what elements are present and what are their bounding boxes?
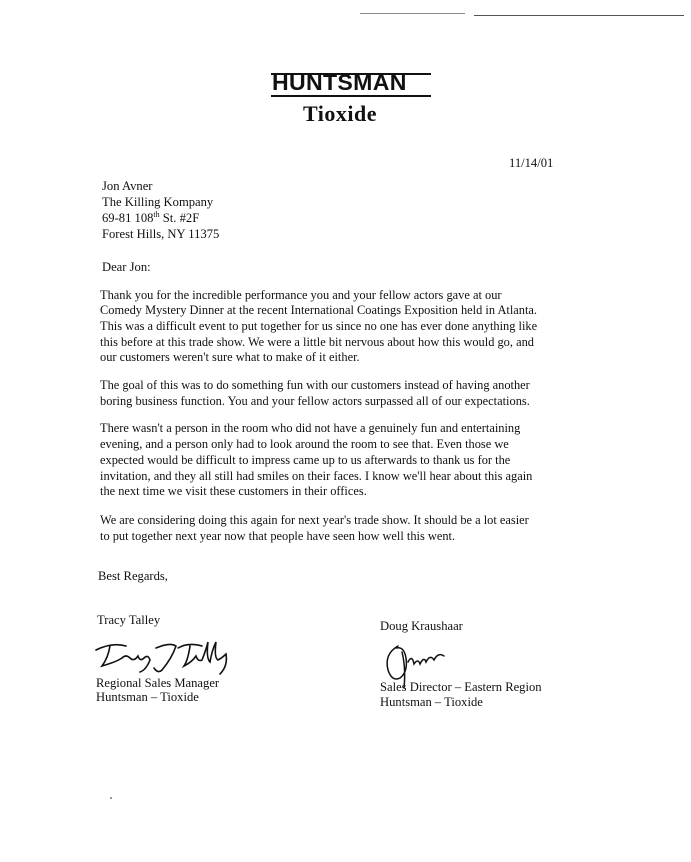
- body-line: boring business function. You and your fellow actors surpassed all of our expectations.: [100, 394, 530, 408]
- logo-rule: [271, 95, 431, 97]
- body-line: This was a difficult event to put together for us since no one has ever done anything like: [100, 319, 538, 333]
- body-line: expected would be difficult to impress came up to us afterwards to thank us for the: [100, 453, 511, 467]
- scan-artifact-line: [474, 15, 684, 16]
- recipient-city: Forest Hills, NY 11375: [102, 227, 220, 241]
- recipient-street: 69-81 108th St. #2F: [102, 210, 200, 226]
- closing: Best Regards,: [98, 569, 168, 583]
- body-line: evening, and a person only had to look around the room to see that. Even those we: [100, 437, 509, 451]
- body-line: Comedy Mystery Dinner at the recent International Coatings Exposition held in Atlanta.: [100, 303, 538, 317]
- body-line: to put together next year now that people have seen how well this went.: [100, 529, 456, 543]
- body-line: Thank you for the incredible performance you and your fellow actors gave at our: [100, 288, 502, 302]
- body-line: There wasn't a person in the room who did not have a genuinely fun and entertaining: [100, 421, 521, 435]
- signatory-title: Regional Sales Manager: [96, 676, 220, 690]
- body-line: invitation, and they all still had smiles on their faces. I know we'll hear about this again: [100, 469, 533, 483]
- body-line: The goal of this was to do something fun with our customers instead of having another: [100, 378, 530, 392]
- body-line: the next time we visit these customers in their offices.: [100, 484, 367, 498]
- signatory-org: Huntsman – Tioxide: [380, 695, 483, 709]
- scan-artifact-line: [360, 13, 465, 14]
- signatory-name: Doug Kraushaar: [380, 619, 463, 633]
- handwritten-signature: [92, 636, 242, 676]
- recipient-name: Jon Avner: [102, 179, 153, 193]
- recipient-company: The Killing Kompany: [102, 195, 214, 209]
- signatory-name: Tracy Talley: [97, 613, 161, 627]
- salutation: Dear Jon:: [102, 260, 151, 274]
- letter-date: 11/14/01: [509, 156, 554, 170]
- signatory-org: Huntsman – Tioxide: [96, 690, 199, 704]
- body-line: We are considering doing this again for next year's trade show. It should be a lot easier: [100, 513, 529, 527]
- body-line: this before at this trade show. We were a little bit nervous about how this would go, and: [100, 335, 534, 349]
- signatory-title: Sales Director – Eastern Region: [380, 680, 542, 694]
- body-line: our customers weren't sure what to make of it either.: [100, 350, 360, 364]
- company-logo: HUNTSMAN: [272, 70, 407, 95]
- scan-artifact-dot: [110, 797, 112, 799]
- company-division: Tioxide: [303, 101, 378, 126]
